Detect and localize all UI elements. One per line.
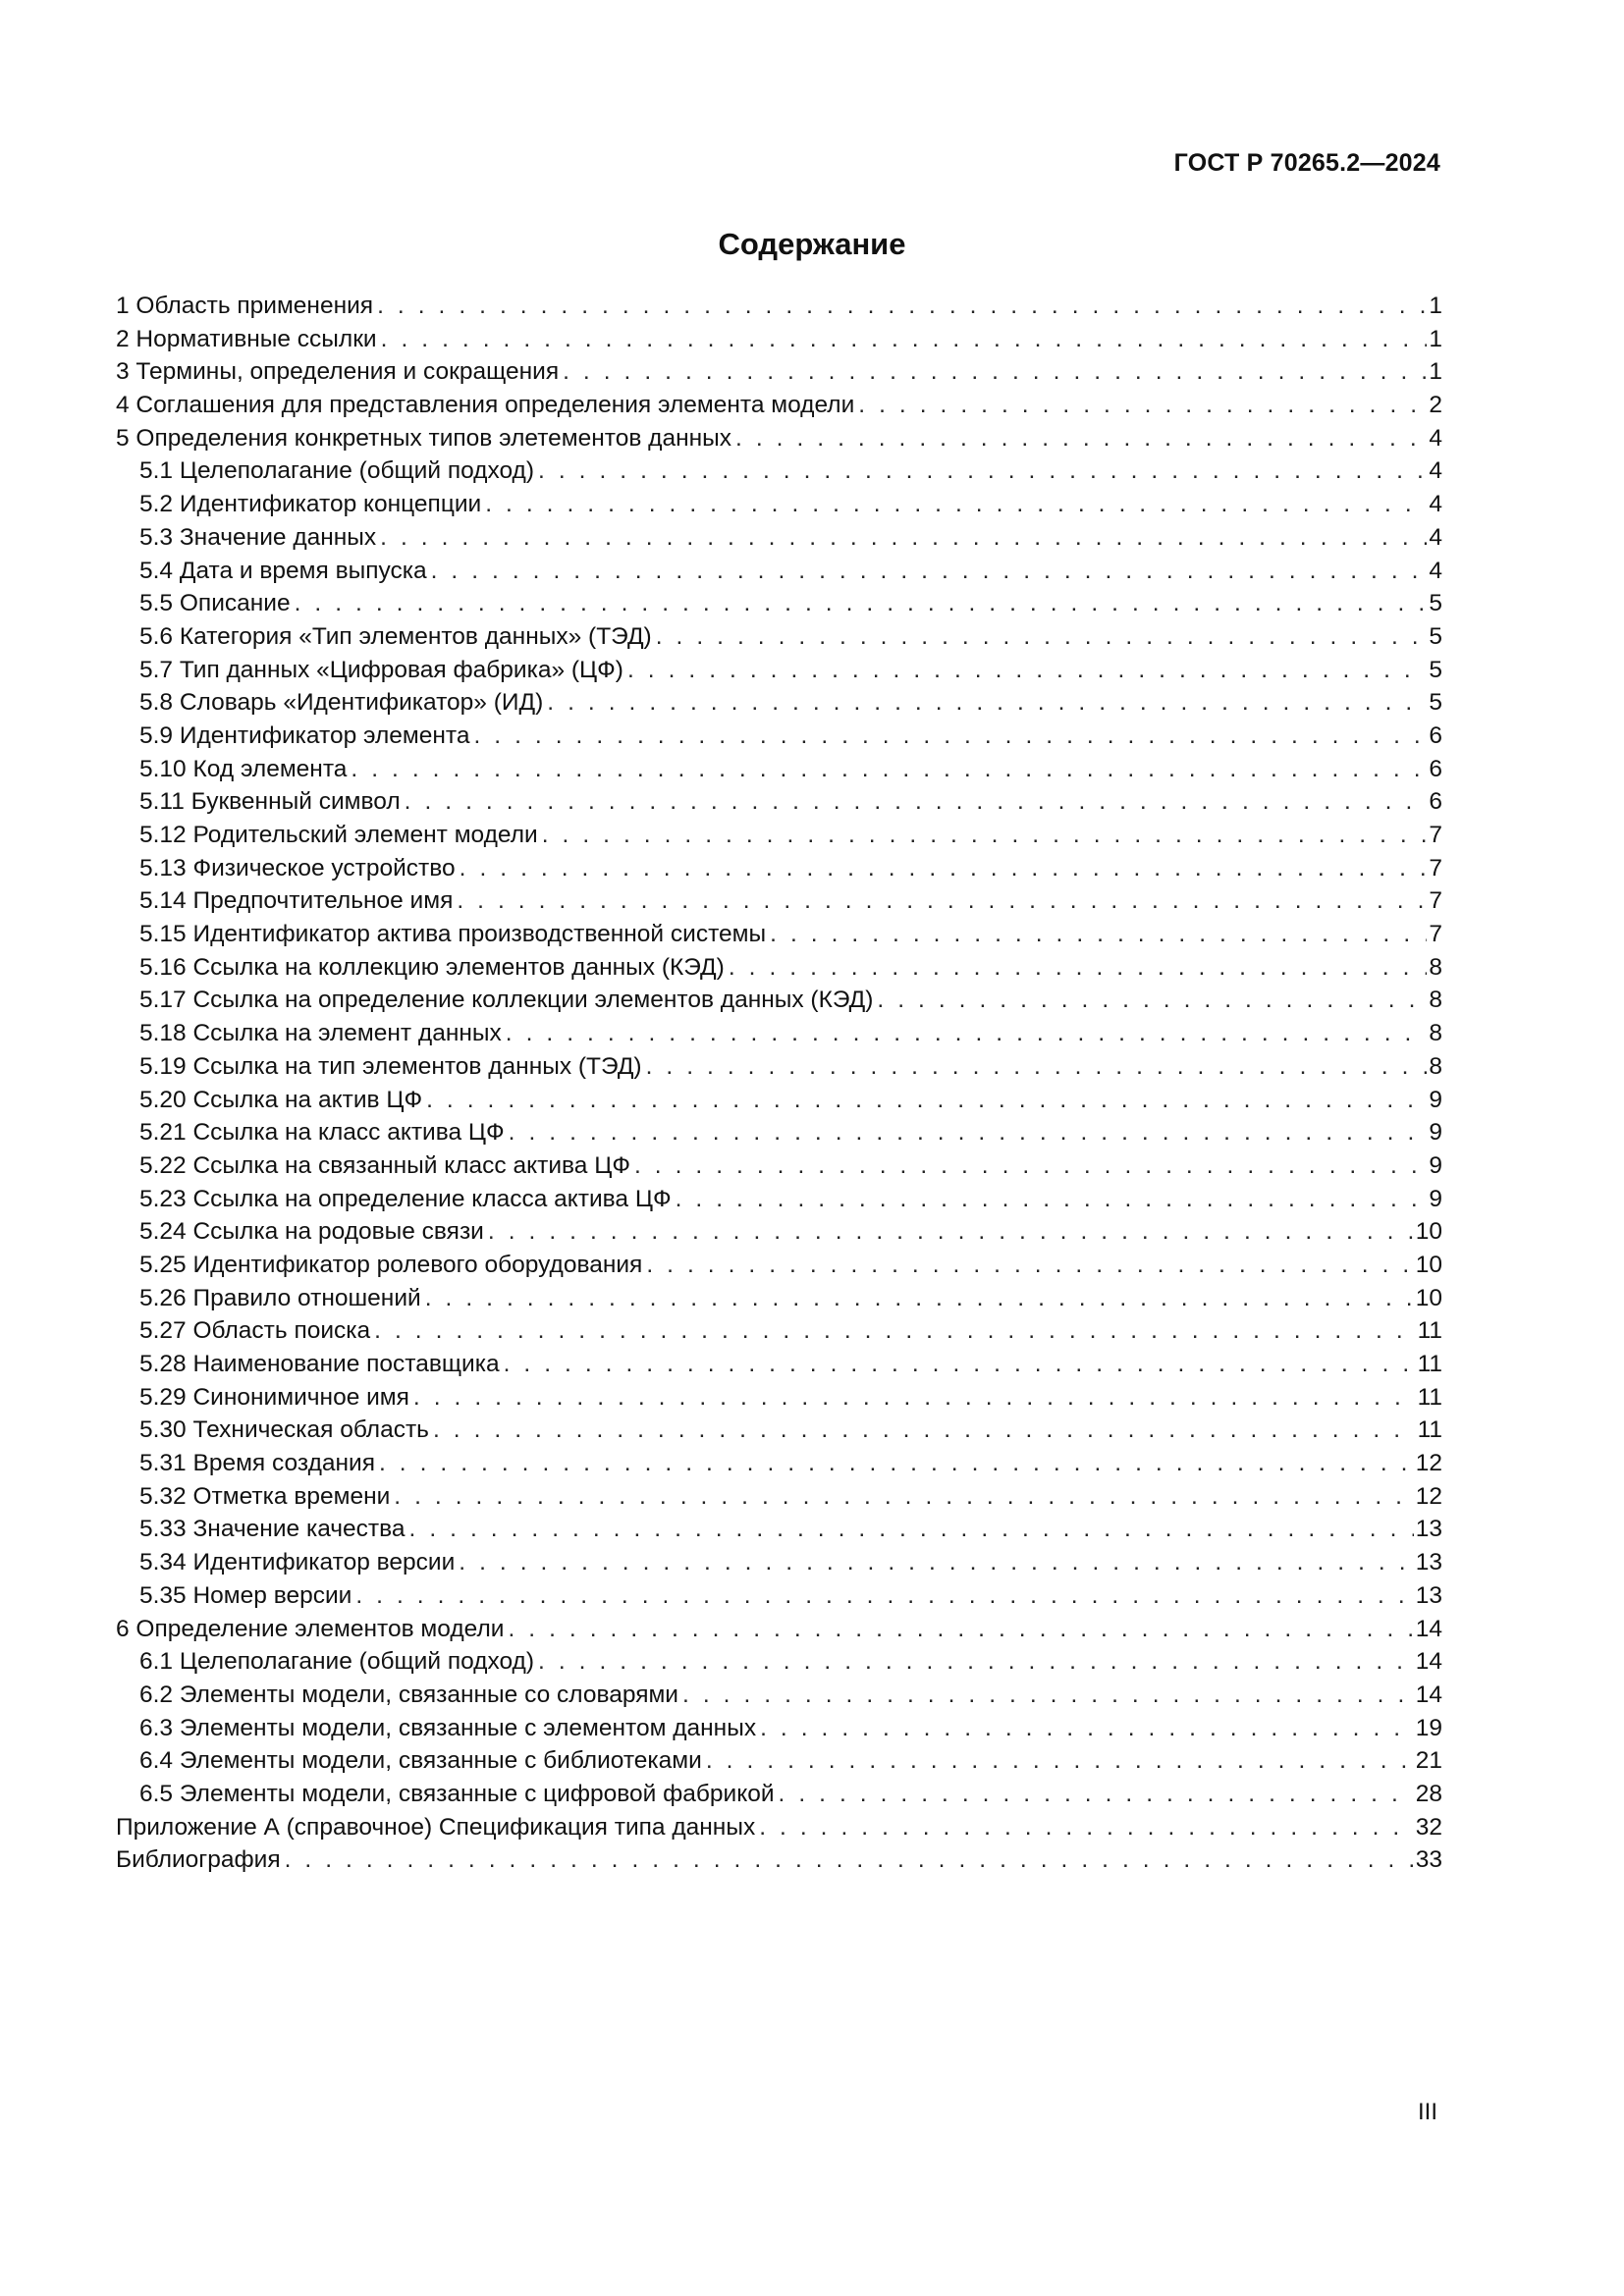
toc-entry[interactable] <box>116 654 1442 687</box>
toc-entry-label: 5.6 Категория «Тип элементов данных» (ТЭД) <box>139 622 652 650</box>
standard-code: ГОСТ Р 70265.2—2024 <box>1173 149 1440 177</box>
toc-entry[interactable] <box>116 686 1442 720</box>
toc-entry[interactable] <box>116 1348 1442 1381</box>
toc-dot-leader <box>431 555 1428 588</box>
toc-entry[interactable] <box>116 1149 1442 1183</box>
toc-entry-page: 11 <box>1417 1351 1442 1377</box>
toc-entry-page: 14 <box>1415 1648 1442 1676</box>
toc-entry[interactable] <box>116 1679 1442 1712</box>
toc-entry-label: 5.12 Родительский элемент модели <box>139 822 538 848</box>
toc-entry[interactable] <box>116 1447 1442 1480</box>
toc-dot-leader <box>285 1843 1414 1877</box>
toc-entry-page: 8 <box>1429 987 1442 1014</box>
toc-dot-leader <box>457 884 1427 918</box>
toc-entry-label: 5.13 Физическое устройство <box>139 854 456 881</box>
toc-entry-label: 5.30 Техническая область <box>139 1416 429 1444</box>
toc-entry-label: 6.5 Элементы модели, связанные с цифровой фабрикой <box>139 1780 775 1807</box>
toc-entry[interactable] <box>116 819 1442 852</box>
toc-entry-page: 13 <box>1415 1516 1442 1543</box>
toc-entry-label: 5.34 Идентификатор версии <box>139 1549 456 1576</box>
toc-entry[interactable] <box>116 1579 1442 1613</box>
toc-entry-page: 14 <box>1415 1681 1442 1708</box>
toc-entry-label: 5.25 Идентификатор ролевого оборудования <box>139 1251 643 1278</box>
toc-entry-page: 4 <box>1429 523 1442 551</box>
toc-entry-page: 33 <box>1415 1846 1442 1874</box>
toc-entry-label: 4 Соглашения для представления определения элемента модели <box>116 392 855 419</box>
toc-dot-leader <box>381 323 1428 356</box>
toc-entry-page: 11 <box>1417 1317 1442 1345</box>
toc-entry-page: 7 <box>1429 921 1442 948</box>
toc-entry[interactable] <box>116 852 1442 885</box>
toc-entry-page: 32 <box>1415 1813 1442 1841</box>
toc-entry-page: 8 <box>1429 1020 1442 1047</box>
toc-entry-label: 5.18 Ссылка на элемент данных <box>139 1020 502 1047</box>
toc-dot-leader <box>656 620 1428 654</box>
toc-entry[interactable] <box>116 1017 1442 1050</box>
toc-entry-page: 4 <box>1429 457 1442 485</box>
toc-dot-leader <box>426 1084 1427 1117</box>
toc-entry-page: 1 <box>1429 325 1442 352</box>
toc-dot-leader <box>409 1513 1414 1546</box>
toc-dot-leader <box>779 1778 1414 1811</box>
toc-entry-label: 5.11 Буквенный символ <box>139 788 401 816</box>
toc-entry[interactable] <box>116 1414 1442 1447</box>
toc-dot-leader <box>488 1215 1414 1249</box>
toc-entry-label: 5.1 Целеполагание (общий подход) <box>139 457 534 485</box>
toc-entry-label: Библиография <box>116 1846 281 1874</box>
toc-dot-leader <box>508 1613 1413 1646</box>
toc-entry[interactable] <box>116 454 1442 488</box>
toc-dot-leader <box>634 1149 1427 1183</box>
toc-entry[interactable] <box>116 1480 1442 1514</box>
toc-entry-label: 5 Определения конкретных типов элетементов данных <box>116 424 732 452</box>
toc-entry[interactable] <box>116 422 1442 455</box>
toc-entry-page: 5 <box>1429 656 1442 683</box>
toc-entry-label: 3 Термины, определения и сокращения <box>116 358 560 386</box>
toc-entry-page: 5 <box>1429 622 1442 650</box>
toc-entry-label: 5.10 Код элемента <box>139 755 348 782</box>
toc-entry-label: 6 Определение элементов модели <box>116 1615 505 1642</box>
toc-entry-label: 5.28 Наименование поставщика <box>139 1351 500 1377</box>
toc-entry[interactable] <box>116 1778 1442 1811</box>
toc-entry-page: 10 <box>1415 1218 1442 1246</box>
toc-dot-leader <box>759 1811 1414 1844</box>
toc-entry[interactable] <box>116 1645 1442 1679</box>
page-number: III <box>1417 2099 1437 2125</box>
toc-dot-leader <box>563 355 1427 389</box>
toc-entry-page: 4 <box>1429 491 1442 518</box>
toc-entry-label: 5.8 Словарь «Идентификатор» (ИД) <box>139 689 544 717</box>
toc-entry-page: 5 <box>1429 590 1442 617</box>
toc-dot-leader <box>646 1050 1428 1084</box>
toc-entry-page: 13 <box>1415 1581 1442 1609</box>
toc-entry-label: 5.26 Правило отношений <box>139 1284 421 1311</box>
toc-dot-leader <box>460 852 1428 885</box>
toc-dot-leader <box>706 1744 1414 1778</box>
toc-dot-leader <box>538 1645 1414 1679</box>
toc-entry[interactable] <box>116 1249 1442 1282</box>
toc-entry[interactable] <box>116 1381 1442 1415</box>
toc-entry-page: 1 <box>1429 358 1442 386</box>
toc-entry-page: 5 <box>1429 689 1442 717</box>
toc-entry[interactable] <box>116 1084 1442 1117</box>
toc-entry[interactable] <box>116 1613 1442 1646</box>
toc-entry[interactable] <box>116 720 1442 753</box>
toc-title: Содержание <box>718 227 906 261</box>
toc-entry-label: 6.3 Элементы модели, связанные с элементом данных <box>139 1714 757 1741</box>
toc-entry-label: 5.27 Область поиска <box>139 1317 371 1345</box>
toc-entry[interactable] <box>116 521 1442 555</box>
toc-dot-leader <box>473 720 1427 753</box>
toc-entry-label: 5.21 Ссылка на класс актива ЦФ <box>139 1119 505 1147</box>
toc-entry-page: 8 <box>1429 953 1442 981</box>
toc-entry-page: 7 <box>1429 854 1442 881</box>
toc-entry[interactable] <box>116 753 1442 786</box>
toc-entry-page: 9 <box>1429 1119 1442 1147</box>
toc-entry[interactable] <box>116 918 1442 951</box>
toc-entry-page: 8 <box>1429 1052 1442 1080</box>
toc-entry-label: 5.17 Ссылка на определение коллекции элементов данных (КЭД) <box>139 987 874 1014</box>
toc-dot-leader <box>413 1381 1416 1415</box>
toc-entry[interactable] <box>116 884 1442 918</box>
toc-entry-page: 6 <box>1429 721 1442 749</box>
toc-entry-page: 11 <box>1417 1383 1442 1411</box>
toc-dot-leader <box>646 1249 1413 1282</box>
toc-dot-leader <box>547 686 1427 720</box>
toc-entry-label: 5.35 Номер версии <box>139 1581 352 1609</box>
toc-entry[interactable] <box>116 1050 1442 1084</box>
toc-entry-page: 9 <box>1429 1086 1442 1113</box>
toc-entry-page: 7 <box>1429 887 1442 915</box>
toc-entry-page: 9 <box>1429 1151 1442 1179</box>
toc-dot-leader <box>770 918 1427 951</box>
toc-entry-label: 6.2 Элементы модели, связанные со словарями <box>139 1681 678 1708</box>
toc-dot-leader <box>760 1712 1414 1745</box>
toc-dot-leader <box>735 422 1427 455</box>
toc-entry-page: 6 <box>1429 788 1442 816</box>
toc-entry-label: 5.3 Значение данных <box>139 523 377 551</box>
toc-entry[interactable] <box>116 785 1442 819</box>
toc-dot-leader <box>504 1348 1416 1381</box>
toc-entry-label: 5.14 Предпочтительное имя <box>139 887 454 915</box>
toc-entry-page: 11 <box>1417 1416 1442 1444</box>
toc-entry-page: 7 <box>1429 822 1442 848</box>
toc-dot-leader <box>377 290 1427 323</box>
toc-entry[interactable] <box>116 1314 1442 1348</box>
toc-entry-label: 5.19 Ссылка на тип элементов данных (ТЭД) <box>139 1052 642 1080</box>
toc-dot-leader <box>295 587 1428 620</box>
toc-entry[interactable] <box>116 984 1442 1017</box>
toc-entry[interactable] <box>116 1183 1442 1216</box>
toc-entry-label: 6.1 Целеполагание (общий подход) <box>139 1648 534 1676</box>
toc-entry-page: 1 <box>1429 293 1442 319</box>
toc-entry-label: Приложение А (справочное) Спецификация типа данных <box>116 1813 756 1841</box>
toc-entry-label: 1 Область применения <box>116 293 374 319</box>
toc-entry-page: 12 <box>1415 1450 1442 1477</box>
toc-entry[interactable] <box>116 1811 1442 1844</box>
toc-entry-label: 2 Нормативные ссылки <box>116 325 377 352</box>
toc-entry[interactable] <box>116 620 1442 654</box>
toc-dot-leader <box>542 819 1428 852</box>
toc-entry[interactable] <box>116 1712 1442 1745</box>
toc-entry-label: 5.31 Время создания <box>139 1450 375 1477</box>
toc-entry-label: 5.32 Отметка времени <box>139 1482 391 1510</box>
toc-entry-label: 5.23 Ссылка на определение класса актива ЦФ <box>139 1185 672 1212</box>
toc-dot-leader <box>676 1183 1428 1216</box>
toc-entry-page: 12 <box>1415 1482 1442 1510</box>
toc-entry[interactable] <box>116 488 1442 521</box>
toc-entry-page: 19 <box>1415 1714 1442 1741</box>
toc-entry-page: 28 <box>1415 1780 1442 1807</box>
toc-dot-leader <box>877 984 1427 1017</box>
toc-entry-page: 21 <box>1415 1747 1442 1775</box>
toc-entry[interactable] <box>116 1282 1442 1315</box>
toc-entry-page: 2 <box>1429 392 1442 419</box>
toc-dot-leader <box>485 488 1427 521</box>
toc-dot-leader <box>394 1480 1413 1514</box>
toc-entry[interactable] <box>116 555 1442 588</box>
toc-entry[interactable] <box>116 1546 1442 1579</box>
toc-entry[interactable] <box>116 587 1442 620</box>
toc-dot-leader <box>379 1447 1414 1480</box>
toc-entry[interactable] <box>116 323 1442 356</box>
toc-entry-label: 5.7 Тип данных «Цифровая фабрика» (ЦФ) <box>139 656 623 683</box>
toc-entry-label: 5.15 Идентификатор актива производственной системы <box>139 921 767 948</box>
table-of-contents <box>116 290 1442 1877</box>
toc-dot-leader <box>459 1546 1413 1579</box>
toc-entry-page: 6 <box>1429 755 1442 782</box>
toc-entry-label: 5.24 Ссылка на родовые связи <box>139 1218 484 1246</box>
toc-entry-page: 10 <box>1415 1251 1442 1278</box>
toc-entry-label: 5.22 Ссылка на связанный класс актива ЦФ <box>139 1151 630 1179</box>
toc-entry-label: 5.2 Идентификатор концепции <box>139 491 482 518</box>
toc-entry[interactable] <box>116 1215 1442 1249</box>
toc-dot-leader <box>425 1282 1414 1315</box>
toc-dot-leader <box>433 1414 1416 1447</box>
toc-dot-leader <box>509 1116 1428 1149</box>
toc-entry-page: 9 <box>1429 1185 1442 1212</box>
toc-entry-label: 5.33 Значение качества <box>139 1516 406 1543</box>
toc-dot-leader <box>858 389 1427 422</box>
toc-entry[interactable] <box>116 1513 1442 1546</box>
toc-dot-leader <box>351 753 1427 786</box>
toc-entry-page: 10 <box>1415 1284 1442 1311</box>
toc-entry[interactable] <box>116 355 1442 389</box>
toc-entry-page: 4 <box>1429 557 1442 584</box>
toc-dot-leader <box>729 951 1428 985</box>
toc-entry-label: 5.9 Идентификатор элемента <box>139 721 470 749</box>
toc-dot-leader <box>405 785 1428 819</box>
toc-entry[interactable] <box>116 389 1442 422</box>
toc-entry[interactable] <box>116 1116 1442 1149</box>
toc-entry-page: 4 <box>1429 424 1442 452</box>
toc-entry[interactable] <box>116 290 1442 323</box>
toc-dot-leader <box>380 521 1427 555</box>
toc-entry-label: 6.4 Элементы модели, связанные с библиотеками <box>139 1747 702 1775</box>
toc-dot-leader <box>627 654 1427 687</box>
toc-entry-page: 13 <box>1415 1549 1442 1576</box>
toc-entry-label: 5.4 Дата и время выпуска <box>139 557 427 584</box>
toc-entry-label: 5.20 Ссылка на актив ЦФ <box>139 1086 423 1113</box>
toc-dot-leader <box>506 1017 1428 1050</box>
toc-dot-leader <box>538 454 1427 488</box>
toc-entry-page: 14 <box>1415 1615 1442 1642</box>
toc-entry-label: 5.5 Описание <box>139 590 291 617</box>
toc-entry[interactable] <box>116 1744 1442 1778</box>
toc-dot-leader <box>374 1314 1415 1348</box>
toc-entry-label: 5.16 Ссылка на коллекцию элементов данных (КЭД) <box>139 953 725 981</box>
toc-entry-label: 5.29 Синонимичное имя <box>139 1383 409 1411</box>
toc-entry[interactable] <box>116 951 1442 985</box>
toc-entry[interactable] <box>116 1843 1442 1877</box>
toc-dot-leader <box>355 1579 1413 1613</box>
toc-dot-leader <box>682 1679 1414 1712</box>
